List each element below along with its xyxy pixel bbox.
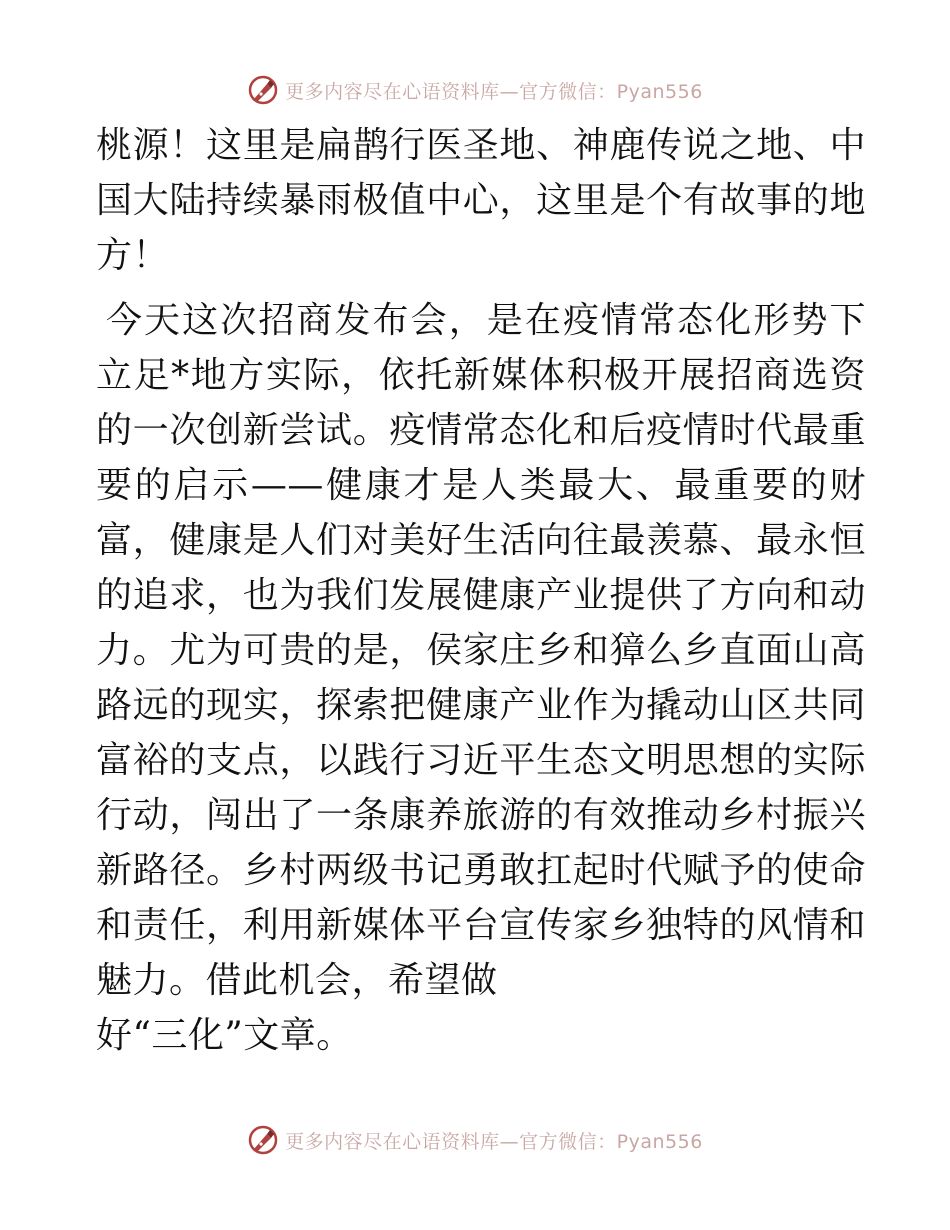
paragraph: 桃源！这里是扁鹊行医圣地、神鹿传说之地、中国大陆持续暴雨极值中心，这里是个有故事的地方！ (96, 125, 866, 276)
pen-nib-logo-icon (247, 1124, 279, 1156)
watermark-text: 更多内容尽在心语资料库—官方微信：Pyan556 (285, 1130, 703, 1153)
watermark-text: 更多内容尽在心语资料库—官方微信：Pyan556 (285, 80, 703, 103)
footer-watermark (0, 1120, 950, 1160)
pen-nib-logo-icon (247, 74, 279, 106)
document-body (96, 118, 866, 1063)
header-watermark (0, 70, 950, 110)
closing-line: 好“三化”文章。 (96, 1015, 353, 1056)
paragraph: 今天这次招商发布会，是在疫情常态化形势下立足*地方实际，依托新媒体积极开展招商选资的一次创新尝试。疫情常态化和后疫情时代最重要的启示——健康才是人类最大、最重要的财富，健康是人们对美好生活向往最羡慕、最永恒的追求，也为我们发展健康产业提供了方向和动力。尤为可贵的是，侯家庄乡和獐么乡直面山高路远的现实，探索把健康产业作为撬动山区共同富裕的支点，以践行习近平生态文明思想的实际行动，闯出了一条康养旅游的有效推动乡村振兴新路径。乡村两级书记勇敢扛起时代赋予的使命和责任，利用新媒体平台宣传家乡独特的风情和魅力。借此机会，希望做 (96, 300, 866, 1001)
